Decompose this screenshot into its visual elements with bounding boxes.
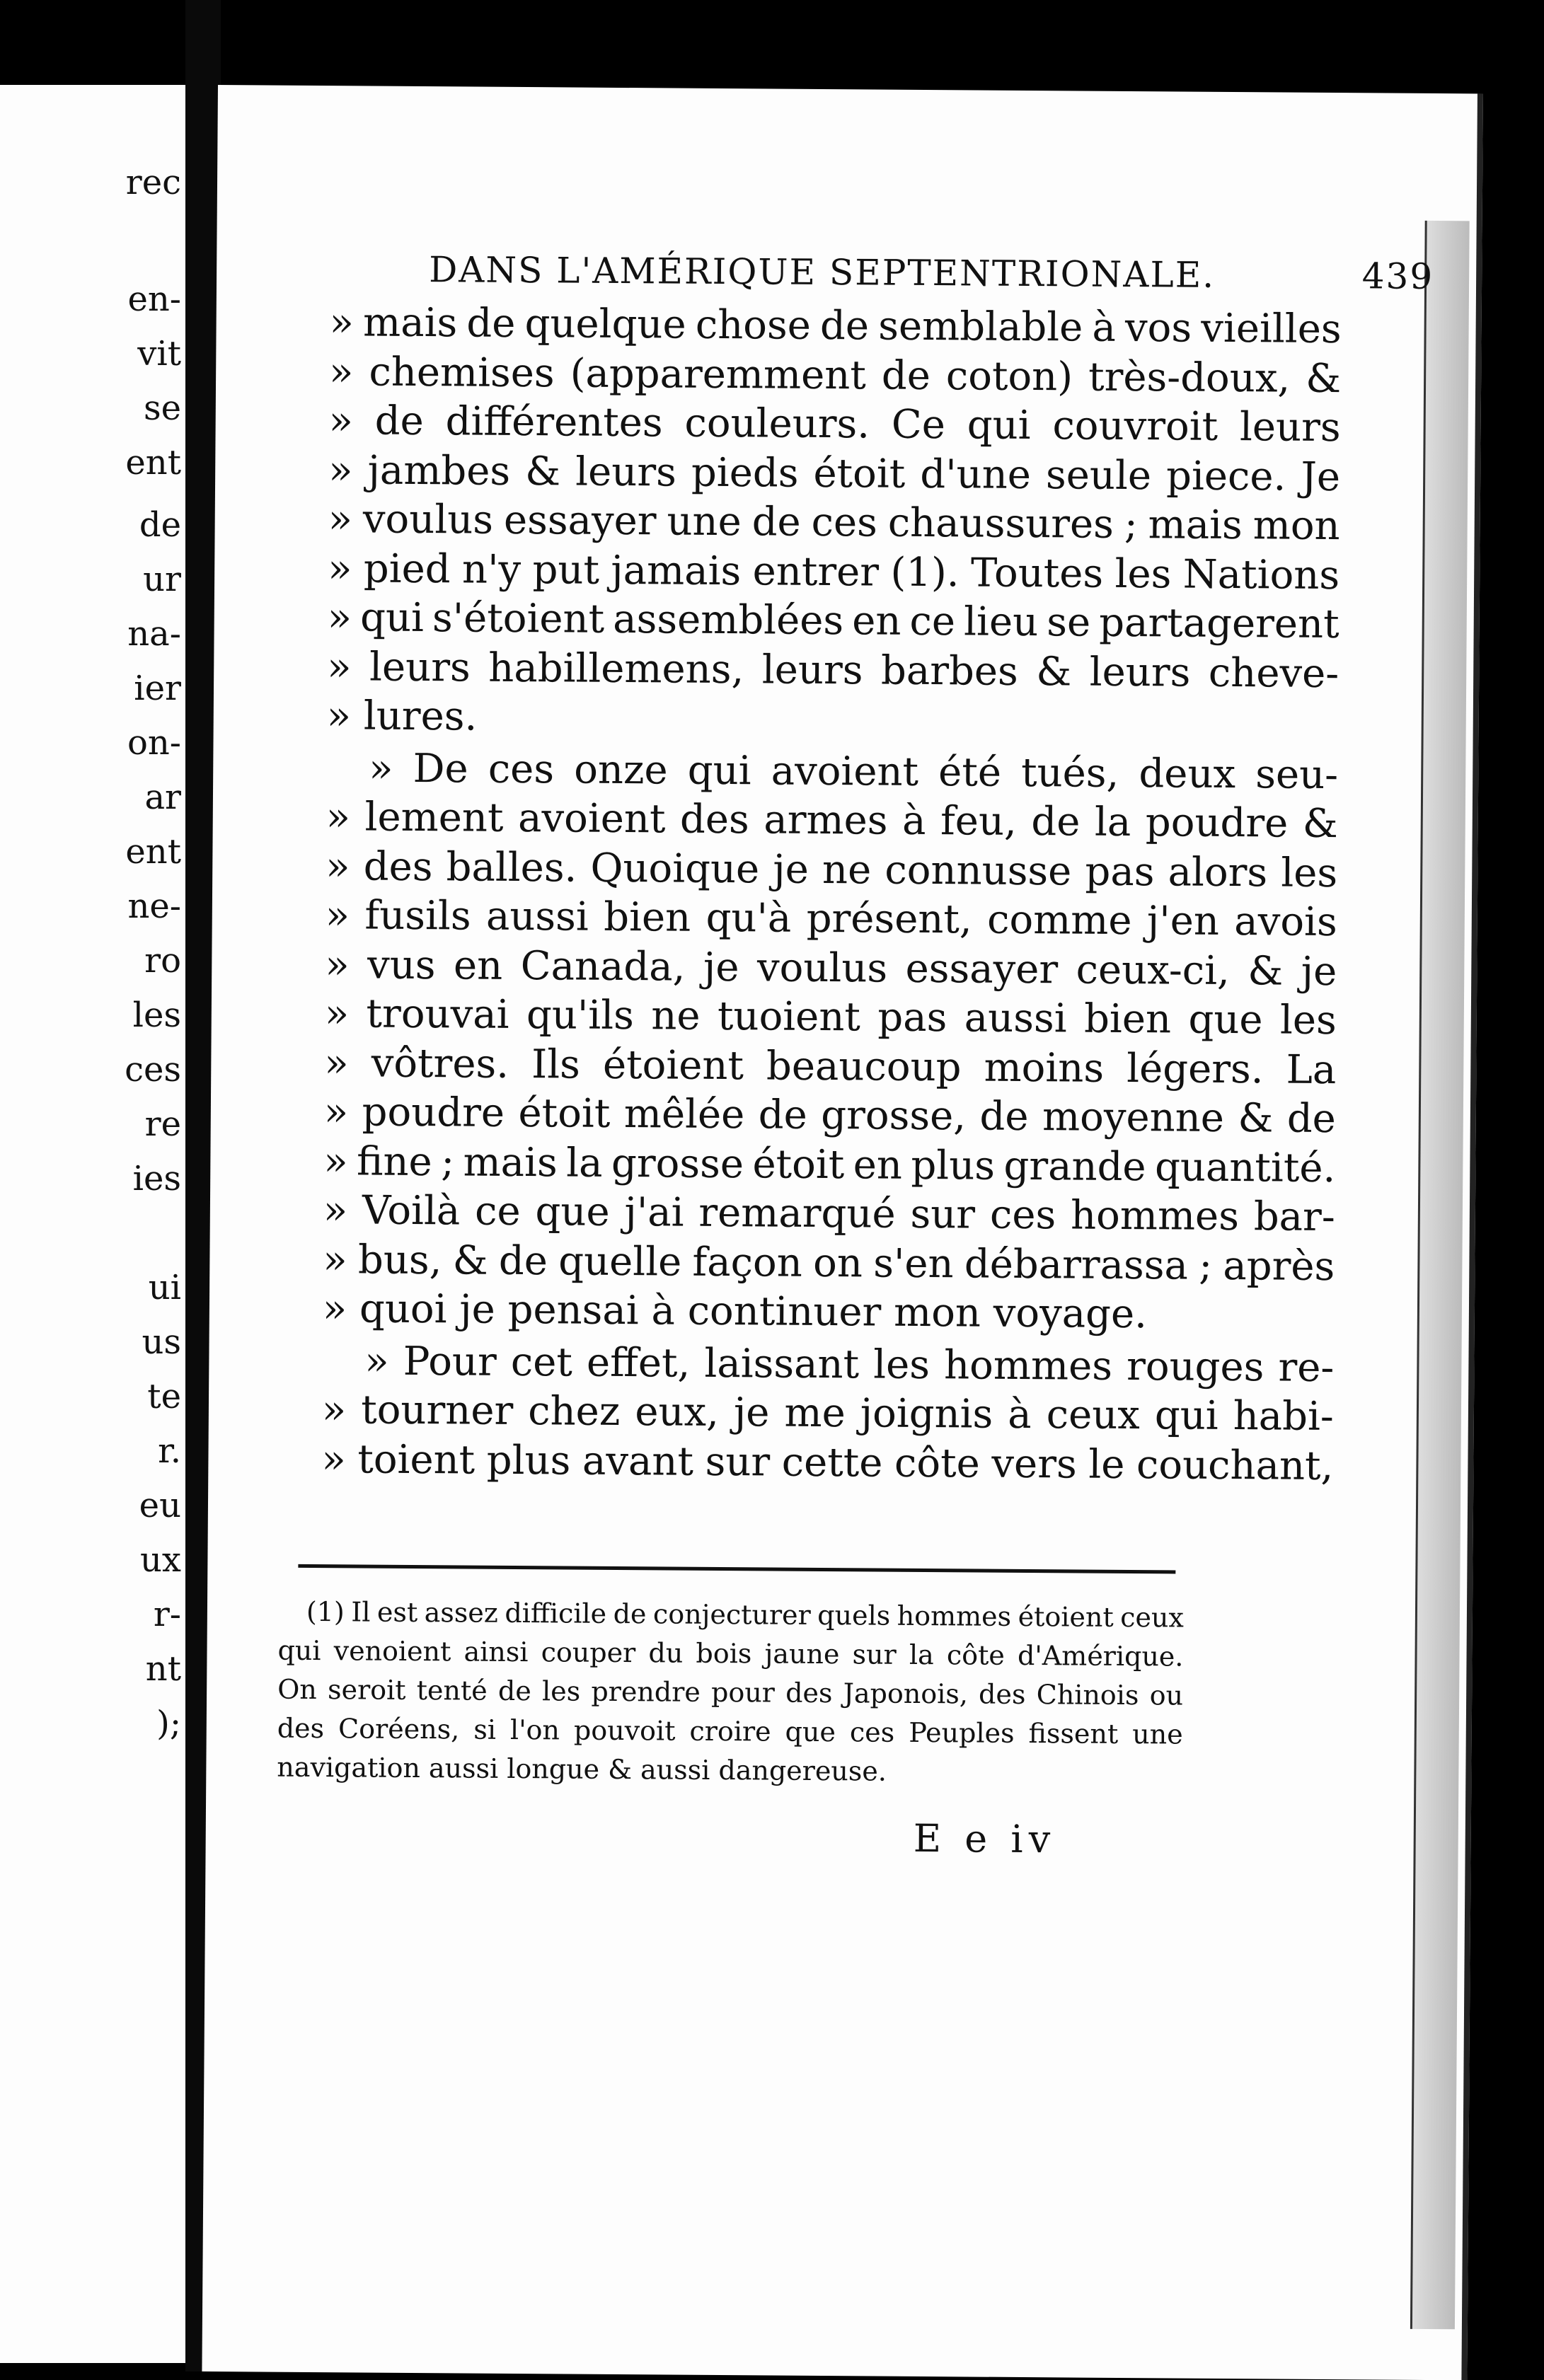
text-line: » tourner chez eux, je me joignis à ceux qui habi- — [321, 1387, 1335, 1440]
text-line: » pied n'y put jamais entrer (1). Toutes les Nations — [328, 545, 1340, 599]
text-line: » De ces onze qui avoient été tués, deux seu- — [369, 745, 1339, 798]
left-page-text-fragment: ent — [125, 832, 181, 872]
text-line: » des balles. Quoique je ne connusse pas alors les — [325, 843, 1338, 896]
book-page — [202, 85, 1483, 2380]
left-page-text-fragment: ui — [148, 1268, 181, 1307]
text-line: » voulus essayer une de ces chaussures ; mais mon — [328, 496, 1340, 550]
left-page-text-fragment: se — [143, 388, 181, 428]
paragraph — [323, 744, 1339, 1341]
text-line: » jambes & leurs pieds étoit d'une seule piece. Je — [328, 446, 1341, 500]
left-page-text-fragment: on- — [127, 723, 181, 763]
left-page-text-fragment: ne- — [127, 886, 181, 926]
left-page-text-fragment: r- — [153, 1595, 181, 1634]
footnote-line: On seroit tenté de les prendre pour des Japonois, des Chinois ou — [277, 1673, 1184, 1711]
footnote-rule — [298, 1564, 1175, 1574]
left-page-text-fragment: eu — [139, 1486, 181, 1525]
left-page-text-fragment: ); — [156, 1704, 181, 1743]
left-page-text-fragment: ux — [140, 1540, 181, 1580]
running-title: DANS L'AMÉRIQUE SEPTENTRIONALE. — [428, 249, 1216, 296]
footnote — [277, 1593, 1184, 1793]
text-line: » bus, & de quelle façon on s'en débarrassa ; après — [323, 1236, 1335, 1290]
text-line: » trouvai qu'ils ne tuoient pas aussi bien que les — [324, 990, 1337, 1044]
left-page-text-fragment: r. — [158, 1431, 181, 1471]
text-line: » poudre étoit mêlée de grosse, de moyenne & de — [323, 1089, 1337, 1143]
text-line: » quoi je pensai à continuer mon voyage. — [322, 1286, 1148, 1338]
left-page-text-fragment: na- — [127, 614, 181, 654]
left-page-text-fragment: ent — [125, 443, 181, 483]
footnote-line: navigation aussi longue & aussi dangereuse. — [277, 1751, 887, 1787]
text-line: » qui s'étoient assemblées en ce lieu se partagerent — [327, 594, 1340, 648]
text-line: » leurs habillemens, leurs barbes & leurs cheve- — [327, 643, 1340, 697]
text-line: » toient plus avant sur cette côte vers le couchant, — [321, 1435, 1334, 1489]
left-page-text-fragment: ar — [144, 778, 181, 817]
left-page-text-fragment: en- — [127, 279, 181, 319]
left-page-text-fragment: ier — [134, 669, 181, 708]
page-number: 439 — [1361, 255, 1434, 298]
paragraph — [321, 1336, 1334, 1491]
text-line: » lures. — [326, 693, 478, 740]
left-page-text-fragment: les — [132, 995, 181, 1035]
left-page-text-fragment: ies — [132, 1159, 181, 1198]
text-line: » de différentes couleurs. Ce qui couvroit leurs — [328, 398, 1341, 451]
text-line: » vôtres. Ils étoient beaucoup moins légers. La — [324, 1039, 1337, 1093]
left-page-text-fragment: ur — [143, 560, 181, 599]
text-line: » mais de quelque chose de semblable à vos vieilles — [329, 299, 1342, 353]
left-page-text-fragment: re — [144, 1104, 181, 1144]
left-page-fragment — [0, 85, 185, 2363]
left-page-text-fragment: de — [139, 505, 181, 545]
text-line: » Pour cet effet, laissant les hommes rouges re- — [364, 1337, 1335, 1391]
text-line: » vus en Canada, je voulus essayer ceux-ci, & je — [325, 941, 1337, 995]
left-page-text-fragment: ces — [125, 1050, 181, 1090]
left-page-text-fragment: us — [142, 1322, 181, 1362]
text-line: » fine ; mais la grosse étoit en plus grande quantité. — [323, 1138, 1336, 1191]
text-line: » fusils aussi bien qu'à présent, comme j'en avois — [325, 892, 1337, 946]
signature-mark: E e iv — [913, 1815, 1056, 1862]
footnote-line: qui venoient ainsi couper du bois jaune sur la côte d'Amérique. — [277, 1634, 1184, 1673]
text-line: » Voilà ce que j'ai remarqué sur ces hommes bar- — [323, 1187, 1335, 1241]
footnote-line: (1) Il est assez difficile de conjecturer quels hommes étoient ceux — [306, 1595, 1185, 1634]
page-edge — [1410, 221, 1470, 2329]
left-page-text-fragment: vit — [137, 334, 181, 374]
text-line: » lement avoient des armes à feu, de la poudre & — [325, 794, 1338, 848]
running-header — [429, 249, 1434, 297]
left-page-text-fragment: rec — [125, 163, 181, 202]
left-page-text-fragment: ro — [144, 941, 181, 981]
footnote-line: des Coréens, si l'on pouvoit croire que ces Peuples fissent une — [277, 1712, 1183, 1750]
body-text — [321, 298, 1342, 1491]
text-line: » chemises (apparemment de coton) très-doux, & — [328, 348, 1342, 402]
left-page-text-fragment: nt — [145, 1649, 181, 1689]
paragraph — [327, 298, 1342, 747]
left-page-text-fragment: te — [147, 1377, 181, 1416]
